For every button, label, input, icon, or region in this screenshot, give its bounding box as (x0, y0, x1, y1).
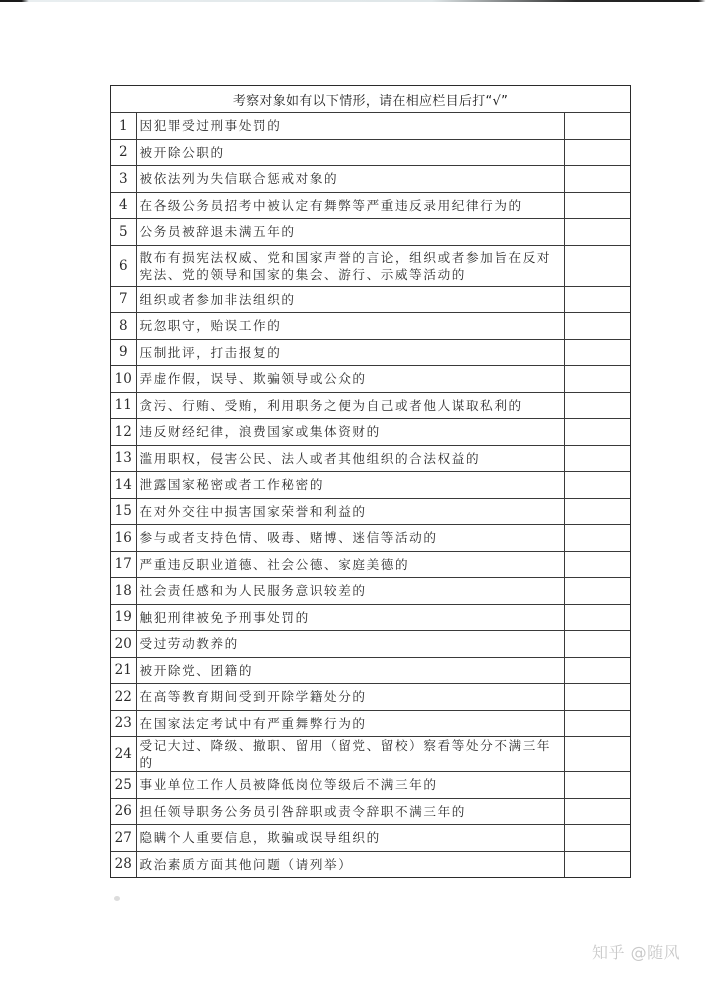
row-number: 11 (111, 392, 136, 419)
row-number: 22 (111, 684, 136, 711)
row-text: 担任领导职务公务员引咎辞职或责令辞职不满三年的 (136, 798, 565, 825)
check-cell[interactable] (565, 772, 630, 799)
row-number: 24 (111, 737, 136, 772)
row-number: 12 (111, 419, 136, 446)
check-cell[interactable] (565, 245, 630, 286)
table-row (111, 737, 630, 772)
table-row (111, 166, 630, 193)
row-number: 23 (111, 710, 136, 737)
table-row (111, 219, 630, 246)
row-text: 在各级公务员招考中被认定有舞弊等严重违反录用纪律行为的 (136, 192, 565, 219)
check-cell[interactable] (565, 472, 630, 499)
row-number: 16 (111, 525, 136, 552)
table-row (111, 578, 630, 605)
row-number: 13 (111, 445, 136, 472)
row-number: 1 (111, 113, 136, 140)
row-number: 15 (111, 498, 136, 525)
row-number: 18 (111, 578, 136, 605)
row-number: 25 (111, 772, 136, 799)
row-number: 19 (111, 604, 136, 631)
checklist-table (111, 86, 630, 877)
row-text: 滥用职权，侵害公民、法人或者其他组织的合法权益的 (136, 445, 565, 472)
table-row (111, 825, 630, 852)
table-row (111, 472, 630, 499)
check-cell[interactable] (565, 737, 630, 772)
table-row (111, 684, 630, 711)
row-text: 因犯罪受过刑事处罚的 (136, 113, 565, 140)
row-number: 6 (111, 245, 136, 286)
row-text: 社会责任感和为人民服务意识较差的 (136, 578, 565, 605)
check-cell[interactable] (565, 798, 630, 825)
row-number: 26 (111, 798, 136, 825)
row-text: 被开除党、团籍的 (136, 657, 565, 684)
row-number: 4 (111, 192, 136, 219)
check-cell[interactable] (565, 166, 630, 193)
watermark: 知乎 @随风 (592, 943, 681, 962)
table-row (111, 710, 630, 737)
check-cell[interactable] (565, 445, 630, 472)
table-row (111, 339, 630, 366)
check-cell[interactable] (565, 657, 630, 684)
check-cell[interactable] (565, 578, 630, 605)
row-text: 泄露国家秘密或者工作秘密的 (136, 472, 565, 499)
row-number: 28 (111, 851, 136, 877)
table-row (111, 772, 630, 799)
row-number: 2 (111, 139, 136, 166)
table-row (111, 604, 630, 631)
table-row (111, 631, 630, 658)
table-row (111, 445, 630, 472)
row-number: 17 (111, 551, 136, 578)
check-cell[interactable] (565, 498, 630, 525)
scan-edge-band (0, 0, 720, 2)
political-review-form (110, 85, 631, 878)
check-cell[interactable] (565, 286, 630, 313)
check-cell[interactable] (565, 366, 630, 393)
check-cell[interactable] (565, 684, 630, 711)
table-row (111, 366, 630, 393)
check-cell[interactable] (565, 551, 630, 578)
table-row (111, 392, 630, 419)
table-row (111, 286, 630, 313)
row-text: 弄虚作假，误导、欺骗领导或公众的 (136, 366, 565, 393)
row-number: 9 (111, 339, 136, 366)
row-text: 事业单位工作人员被降低岗位等级后不满三年的 (136, 772, 565, 799)
row-text: 触犯刑律被免予刑事处罚的 (136, 604, 565, 631)
check-cell[interactable] (565, 392, 630, 419)
check-cell[interactable] (565, 113, 630, 140)
table-row (111, 245, 630, 286)
check-cell[interactable] (565, 825, 630, 852)
row-number: 3 (111, 166, 136, 193)
row-text: 公务员被辞退未满五年的 (136, 219, 565, 246)
table-row (111, 525, 630, 552)
check-cell[interactable] (565, 139, 630, 166)
form-header: 考察对象如有以下情形，请在相应栏目后打“√” (111, 86, 630, 113)
check-cell[interactable] (565, 313, 630, 340)
row-text: 在对外交往中损害国家荣誉和利益的 (136, 498, 565, 525)
table-row (111, 851, 630, 877)
row-text: 在高等教育期间受到开除学籍处分的 (136, 684, 565, 711)
table-row (111, 657, 630, 684)
check-cell[interactable] (565, 219, 630, 246)
row-text: 政治素质方面其他问题（请列举） (136, 851, 565, 877)
check-cell[interactable] (565, 339, 630, 366)
check-cell[interactable] (565, 604, 630, 631)
row-number: 21 (111, 657, 136, 684)
row-number: 5 (111, 219, 136, 246)
row-text: 违反财经纪律，浪费国家或集体资财的 (136, 419, 565, 446)
row-text: 被依法列为失信联合惩戒对象的 (136, 166, 565, 193)
row-number: 27 (111, 825, 136, 852)
table-row (111, 313, 630, 340)
table-row (111, 498, 630, 525)
check-cell[interactable] (565, 710, 630, 737)
row-text: 在国家法定考试中有严重舞弊行为的 (136, 710, 565, 737)
row-number: 8 (111, 313, 136, 340)
row-number: 7 (111, 286, 136, 313)
row-number: 20 (111, 631, 136, 658)
row-text: 组织或者参加非法组织的 (136, 286, 565, 313)
row-text: 参与或者支持色情、吸毒、赌博、迷信等活动的 (136, 525, 565, 552)
row-text: 贪污、行贿、受贿，利用职务之便为自己或者他人谋取私利的 (136, 392, 565, 419)
check-cell[interactable] (565, 419, 630, 446)
table-row (111, 139, 630, 166)
table-row (111, 798, 630, 825)
check-cell[interactable] (565, 525, 630, 552)
row-text: 受过劳动教养的 (136, 631, 565, 658)
row-text: 玩忽职守，贻误工作的 (136, 313, 565, 340)
table-row (111, 113, 630, 140)
row-text: 被开除公职的 (136, 139, 565, 166)
row-text: 散布有损宪法权威、党和国家声誉的言论，组织或者参加旨在反对宪法、党的领导和国家的集会、游行、示威等活动的 (136, 245, 565, 286)
row-number: 14 (111, 472, 136, 499)
table-row (111, 419, 630, 446)
row-number: 10 (111, 366, 136, 393)
table-row (111, 192, 630, 219)
table-row (111, 551, 630, 578)
row-text: 严重违反职业道德、社会公德、家庭美德的 (136, 551, 565, 578)
check-cell[interactable] (565, 851, 630, 877)
row-text: 受记大过、降级、撤职、留用（留党、留校）察看等处分不满三年的 (136, 737, 565, 772)
row-text: 压制批评，打击报复的 (136, 339, 565, 366)
row-text: 隐瞒个人重要信息，欺骗或误导组织的 (136, 825, 565, 852)
check-cell[interactable] (565, 631, 630, 658)
check-cell[interactable] (565, 192, 630, 219)
scan-speck (114, 896, 120, 901)
